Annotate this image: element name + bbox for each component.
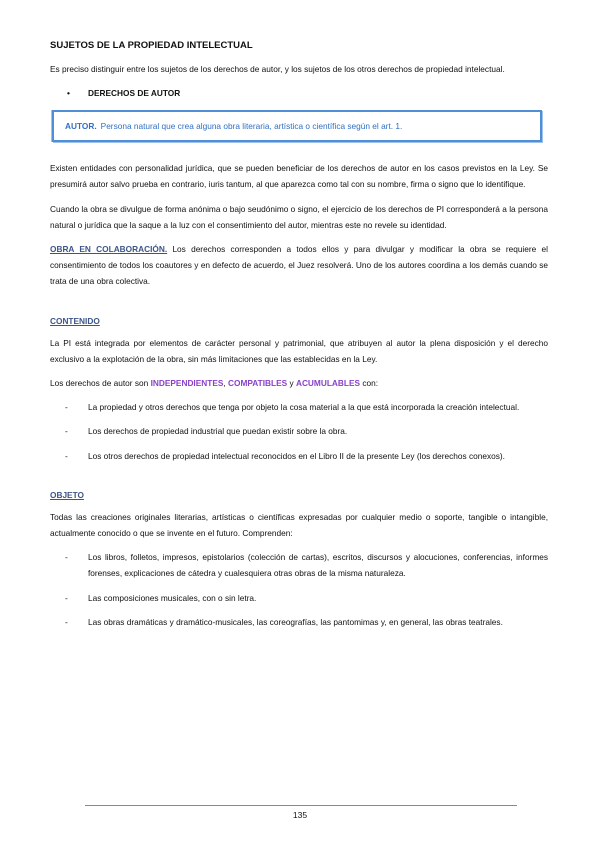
highlight-compatibles: COMPATIBLES [228, 378, 288, 389]
paragraph-anonima: Cuando la obra se divulgue de forma anónima o bajo seudónimo o signo, el ejercicio de los derechos de PI corresponderá a la persona natural o jurídica que la saque a la luz con el consentimiento del autor, mientras este no revele su identidad. [50, 203, 548, 230]
footer-divider [85, 805, 517, 806]
colaboracion-heading: OBRA EN COLABORACIÓN. [50, 244, 168, 255]
dash-icon: - [65, 402, 68, 413]
highlight-acumulables: ACUMULABLES [295, 378, 361, 389]
bullet-heading-text: DERECHOS DE AUTOR [88, 88, 181, 99]
lead-separator: , [223, 378, 229, 389]
dash-icon: - [65, 616, 68, 627]
contenido-lead [50, 375, 548, 391]
list-item [50, 549, 548, 581]
dash-icon: - [65, 426, 68, 437]
lead-text: Los derechos de autor son [50, 378, 151, 389]
objeto-list [50, 549, 548, 630]
page-number: 135 [292, 810, 308, 820]
lead-text: con: [360, 378, 379, 389]
definition-box [52, 110, 542, 142]
definition-text: Persona natural que crea alguna obra literaria, artística o científica según el art. 1. [100, 121, 403, 132]
list-item [50, 448, 548, 464]
list-item-text: La propiedad y otros derechos que tenga por objeto la cosa material a la que está incorporada la creación intelectual. [88, 402, 520, 413]
highlight-independientes: INDEPENDIENTES [150, 378, 224, 389]
definition-term: AUTOR. [65, 121, 97, 132]
section-heading-contenido: CONTENIDO [50, 315, 100, 326]
page-content [50, 40, 548, 630]
list-item [50, 590, 548, 606]
contenido-list [50, 399, 548, 464]
objeto-paragraph: Todas las creaciones originales literarias, artísticas o científicas expresadas por cualquier medio o soporte, tangible o intangible, actualmente conocido o que se invente en el futuro. Comprenden: [50, 511, 548, 539]
list-item-text: Las composiciones musicales, con o sin letra. [88, 592, 257, 603]
dash-icon: - [65, 552, 68, 563]
bullet-heading [50, 88, 548, 98]
lead-separator: y [287, 378, 296, 389]
dash-icon: - [65, 592, 68, 603]
list-item-text: Las obras dramáticas y dramático-musicales, las coreografías, las pantomimas y, en general, las obras teatrales. [88, 616, 503, 627]
list-item-text: Los derechos de propiedad industrial que puedan existir sobre la obra. [88, 426, 348, 437]
paragraph-entidades: Existen entidades con personalidad jurídica, que se pueden beneficiar de los derechos de autor en los casos previstos en la Ley. Se presumirá autor salvo prueba en contrario, iuris tantum, al que aparezca como tal con su nombre, firma o signo que lo identifique. [50, 163, 548, 190]
contenido-paragraph: La PI está integrada por elementos de carácter personal y patrimonial, que atribuyen al autor la plena disposición y el derecho exclusivo a la explotación de la obra, sin más limitaciones que las establecidas en la Ley. [50, 337, 548, 364]
list-item [50, 399, 548, 415]
paragraph-colaboracion [50, 241, 548, 290]
section-heading-objeto: OBJETO [50, 489, 84, 500]
list-item [50, 614, 548, 630]
intro-paragraph: Es preciso distinguir entre los sujetos de los derechos de autor, y los sujetos de los otros derechos de propiedad intelectual. [50, 64, 505, 74]
colaboracion-text: Los derechos corresponden a todos ellos y para divulgar y modificar la obra se requiere el consentimiento de todos los coautores y en defecto de acuerdo, el Juez resolverá. Uno de los autores coordina a los demás cuando se trata de una obra colectiva. [50, 244, 548, 287]
bullet-dot-icon: • [67, 88, 70, 99]
page-title: SUJETOS DE LA PROPIEDAD INTELECTUAL [50, 40, 253, 51]
list-item-text: Los otros derechos de propiedad intelectual reconocidos en el Libro II de la presente Ley (los derechos conexos). [88, 450, 505, 461]
list-item [50, 423, 548, 439]
list-item-text: Los libros, folletos, impresos, epistolarios (colección de cartas), escritos, discursos y alocuciones, conferencias, informes forenses, explicaciones de cátedra y cualesquiera otras obras de la misma naturaleza. [88, 552, 548, 579]
dash-icon: - [65, 450, 68, 461]
